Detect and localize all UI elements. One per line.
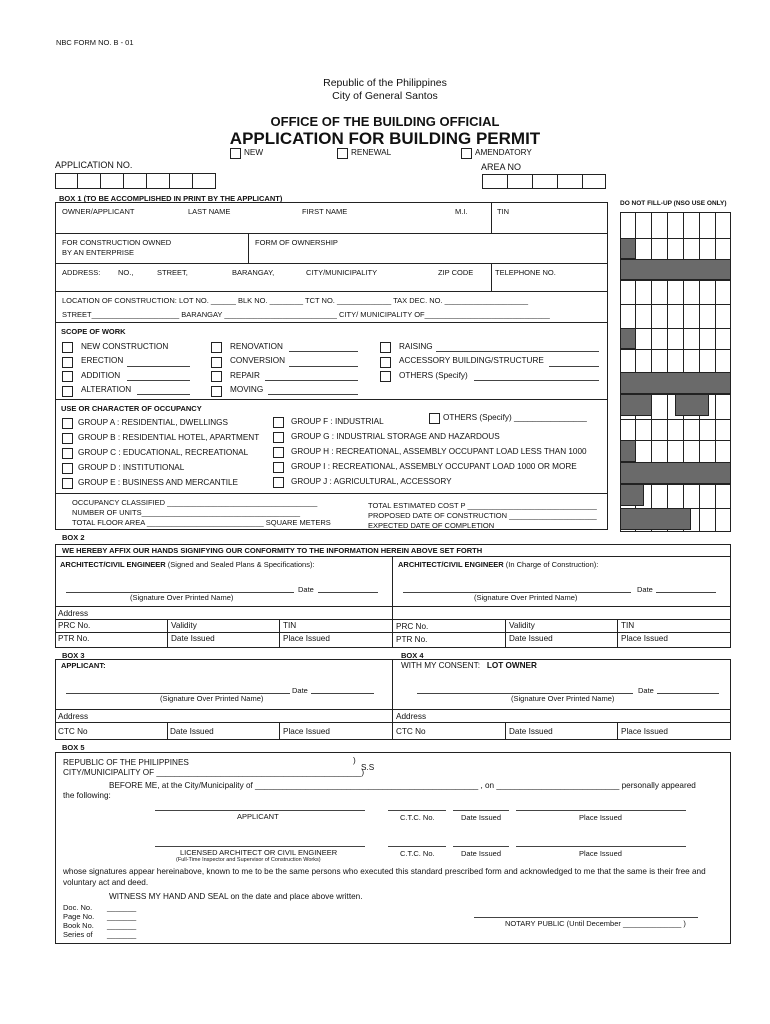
header-city: City of General Santos (332, 90, 438, 102)
form-number: NBC FORM NO. B - 01 (56, 38, 134, 47)
box2-left-tin: TIN (283, 621, 297, 630)
renewal-checkbox[interactable] (337, 148, 348, 159)
group-b-checkbox[interactable] (62, 433, 73, 444)
box2-title: BOX 2 (62, 533, 85, 542)
new-label: NEW (244, 148, 264, 157)
notary-public: NOTARY PUBLIC (Until December ______________ ) (505, 919, 686, 928)
new-checkbox[interactable] (230, 148, 241, 159)
others-occupancy-checkbox[interactable] (429, 413, 440, 424)
no-label: NO., (118, 268, 134, 277)
box2-right-validity: Validity (509, 621, 535, 630)
occupancy-title: USE OR CHARACTER OF OCCUPANCY (61, 404, 202, 413)
form-of-ownership-label: FORM OF OWNERSHIP (255, 238, 338, 247)
box5-licensed-sub: (Full-Time Inspector and Supervisor of Construction Works) (176, 857, 321, 863)
erection-label: ERECTION (81, 356, 124, 365)
box4-address-label: Address (396, 712, 427, 721)
box2-left-place-issued: Place Issued (283, 634, 330, 643)
box5-ctc-1: C.T.C. No. (400, 813, 435, 822)
others-scope-label: OTHERS (Specify) (399, 371, 468, 380)
doc-no-blank: _______ (107, 903, 137, 912)
box5-following: the following: (63, 791, 111, 800)
telephone-label: TELEPHONE NO. (495, 268, 556, 277)
box2-left-signature: (Signature Over Printed Name) (130, 593, 234, 602)
box4-date-label: Date (638, 686, 654, 695)
box5-title: BOX 5 (62, 743, 85, 752)
page-no-blank: _______ (107, 912, 137, 921)
group-h-checkbox[interactable] (273, 447, 284, 458)
series-of-label: Series of (63, 930, 93, 939)
group-h-label: GROUP H : RECREATIONAL, ASSEMBLY OCCUPANT LOAD LESS THAN 1000 (291, 447, 587, 456)
box5-ss: S.S (361, 763, 375, 772)
group-d-label: GROUP D : INSTITUTIONAL (78, 463, 185, 472)
occupancy-classified: OCCUPANCY CLASSIFIED ____________________________________ (72, 498, 318, 507)
repair-label: REPAIR (230, 371, 260, 380)
box5-place-issued-1: Place Issued (579, 813, 622, 822)
raising-checkbox[interactable] (380, 342, 391, 353)
box2-left-ptr: PTR No. (58, 634, 90, 643)
box4-title: BOX 4 (401, 651, 424, 660)
group-g-checkbox[interactable] (273, 432, 284, 443)
book-no-label: Book No. (63, 921, 94, 930)
location-line: LOCATION OF CONSTRUCTION: LOT NO. ______ BLK NO. ________ TCT NO. _____________ TAX DEC. NO. ____________________ (62, 296, 529, 305)
new-construction-checkbox[interactable] (62, 342, 73, 353)
box5-before-me: BEFORE ME, at the City/Municipality of _________________________________________________ , on ___________________________ personally appeared (109, 781, 696, 790)
mi-label: M.I. (455, 207, 468, 216)
group-d-checkbox[interactable] (62, 463, 73, 474)
first-name-label: FIRST NAME (302, 207, 348, 216)
box2-left-date-label: Date (298, 585, 314, 594)
amendatory-checkbox[interactable] (461, 148, 472, 159)
box5-city-of: CITY/MUNICIPALITY OF _____________________________________________) (63, 768, 365, 777)
conversion-label: CONVERSION (230, 356, 286, 365)
group-g-label: GROUP G : INDUSTRIAL STORAGE AND HAZARDOUS (291, 432, 500, 441)
group-c-checkbox[interactable] (62, 448, 73, 459)
box5-place-issued-2: Place Issued (579, 849, 622, 858)
group-j-label: GROUP J : AGRICULTURAL, ACCESSORY (291, 477, 452, 486)
nso-use-label: DO NOT FILL-UP (NSO USE ONLY) (620, 200, 727, 207)
street-label: STREET, (157, 268, 188, 277)
page-title: APPLICATION FOR BUILDING PERMIT (229, 129, 541, 148)
alteration-checkbox[interactable] (62, 386, 73, 397)
box4-ctc: CTC No (396, 727, 426, 736)
box2-left-prc: PRC No. (58, 621, 91, 630)
proposed-date: PROPOSED DATE OF CONSTRUCTION _____________________ (368, 511, 597, 520)
moving-checkbox[interactable] (211, 386, 222, 397)
box5-date-issued-2: Date Issued (461, 849, 502, 858)
box4-date-issued: Date Issued (509, 727, 553, 736)
group-i-label: GROUP I : RECREATIONAL, ASSEMBLY OCCUPANT LOAD 1000 OR MORE (291, 462, 577, 471)
box2-left-title: ARCHITECT/CIVIL ENGINEER (Signed and Sealed Plans & Specifications): (60, 560, 315, 569)
accessory-label: ACCESSORY BUILDING/STRUCTURE (399, 356, 544, 365)
enterprise-label-2: BY AN ENTERPRISE (62, 248, 134, 257)
box5-witness: WITNESS MY HAND AND SEAL on the date and place above written. (109, 892, 363, 901)
number-of-units: NUMBER OF UNITS______________________________________ (72, 508, 301, 517)
doc-no-label: Doc. No. (63, 903, 93, 912)
moving-label: MOVING (230, 385, 264, 394)
tin-label: TIN (497, 207, 510, 216)
header-office: OFFICE OF THE BUILDING OFFICIAL (270, 114, 500, 129)
box4-consent: WITH MY CONSENT: LOT OWNER (401, 661, 537, 670)
box3-place-issued: Place Issued (283, 727, 330, 736)
group-e-label: GROUP E : BUSINESS AND MERCANTILE (78, 478, 238, 487)
address-label: ADDRESS: (62, 268, 101, 277)
barangay-label: BARANGAY, (232, 268, 275, 277)
box2-right-signature: (Signature Over Printed Name) (474, 593, 578, 602)
box2-right-ptr: PTR No. (396, 635, 428, 644)
box3-address-label: Address (58, 712, 89, 721)
box3-title: BOX 3 (62, 651, 85, 660)
raising-label: RAISING (399, 342, 433, 351)
renewal-label: RENEWAL (351, 148, 392, 157)
box1-title: BOX 1 (TO BE ACCOMPLISHED IN PRINT BY THE APPLICANT) (59, 194, 283, 203)
box4-place-issued: Place Issued (621, 727, 668, 736)
group-c-label: GROUP C : EDUCATIONAL, RECREATIONAL (78, 448, 249, 457)
group-j-checkbox[interactable] (273, 477, 284, 488)
application-no-label: APPLICATION NO. (55, 160, 133, 170)
box2-left-date-issued: Date Issued (171, 634, 215, 643)
addition-checkbox[interactable] (62, 371, 73, 382)
conversion-checkbox[interactable] (211, 357, 222, 368)
accessory-checkbox[interactable] (380, 357, 391, 368)
series-of-blank: _______ (107, 930, 137, 939)
group-a-label: GROUP A : RESIDENTIAL, DWELLINGS (78, 418, 228, 427)
header-country: Republic of the Philippines (323, 77, 447, 89)
box4-signature: (Signature Over Printed Name) (511, 694, 615, 703)
box5-date-issued-1: Date Issued (461, 813, 502, 822)
box5-applicant-label: APPLICANT (237, 812, 279, 821)
last-name-label: LAST NAME (188, 207, 231, 216)
renovation-label: RENOVATION (230, 342, 283, 351)
page-no-label: Page No. (63, 912, 95, 921)
scope-title: SCOPE OF WORK (61, 327, 126, 336)
box3-ctc: CTC No (58, 727, 88, 736)
box2-right-title: ARCHITECT/CIVIL ENGINEER (In Charge of Construction): (398, 560, 599, 569)
erection-checkbox[interactable] (62, 357, 73, 368)
box3-applicant: APPLICANT: (61, 661, 106, 670)
new-construction-label: NEW CONSTRUCTION (81, 342, 169, 351)
amendatory-label: AMENDATORY (475, 148, 532, 157)
book-no-blank: _______ (107, 921, 137, 930)
group-f-checkbox[interactable] (273, 417, 284, 428)
group-f-label: GROUP F : INDUSTRIAL (291, 417, 384, 426)
group-b-label: GROUP B : RESIDENTIAL HOTEL, APARTMENT (78, 433, 260, 442)
box2-right-date-issued: Date Issued (509, 634, 553, 643)
enterprise-label-1: FOR CONSTRUCTION OWNED (62, 238, 172, 247)
nso-use-grid (620, 212, 731, 532)
box2-right-place-issued: Place Issued (621, 634, 668, 643)
box2-affix: WE HEREBY AFFIX OUR HANDS SIGNIFYING OUR CONFORMITY TO THE INFORMATION HEREIN ABOVE SET FORTH (62, 546, 483, 555)
street-line: STREET_____________________ BARANGAY ___________________________ CITY/ MUNICIPALITY OF______________________________ (62, 310, 550, 319)
box3-date-label: Date (292, 686, 308, 695)
total-estimated-cost: TOTAL ESTIMATED COST P _______________________________ (368, 501, 597, 510)
total-floor-area: TOTAL FLOOR AREA ____________________________ SQUARE METERS (72, 518, 331, 527)
box5-whose-2: voluntary act and deed. (63, 878, 149, 887)
box2-right-tin: TIN (621, 621, 635, 630)
box5-paren: ) (353, 756, 356, 765)
box5-republic: REPUBLIC OF THE PHILIPPINES (63, 758, 189, 767)
box2-right-prc: PRC No. (396, 622, 429, 631)
group-e-checkbox[interactable] (62, 478, 73, 489)
addition-label: ADDITION (81, 371, 121, 380)
alteration-label: ALTERATION (81, 385, 132, 394)
box5-ctc-2: C.T.C. No. (400, 849, 435, 858)
area-no-label: AREA NO (481, 162, 522, 172)
box5-licensed-label: LICENSED ARCHITECT OR CIVIL ENGINEER (180, 848, 338, 857)
box3-date-issued: Date Issued (170, 727, 214, 736)
group-a-checkbox[interactable] (62, 418, 73, 429)
box2-left-validity: Validity (171, 621, 197, 630)
expected-date: EXPECTED DATE OF COMPLETION _______________________ (368, 521, 593, 530)
box2-address-label: Address (58, 609, 89, 618)
box5-whose-1: whose signatures appear hereinabove, known to me to be the same persons who executed this standard prescribed form and acknowledged to me that the same is their free and (63, 867, 706, 876)
city-municipality-label: CITY/MUNICIPALITY (306, 268, 378, 277)
repair-checkbox[interactable] (211, 371, 222, 382)
group-i-checkbox[interactable] (273, 462, 284, 473)
others-occupancy-label: OTHERS (Specify) ________________ (443, 413, 587, 422)
zip-code-label: ZIP CODE (438, 268, 474, 277)
others-scope-checkbox[interactable] (380, 371, 391, 382)
box3-signature: (Signature Over Printed Name) (160, 694, 264, 703)
renovation-checkbox[interactable] (211, 342, 222, 353)
owner-applicant-label: OWNER/APPLICANT (62, 207, 135, 216)
box2-right-date-label: Date (637, 585, 653, 594)
